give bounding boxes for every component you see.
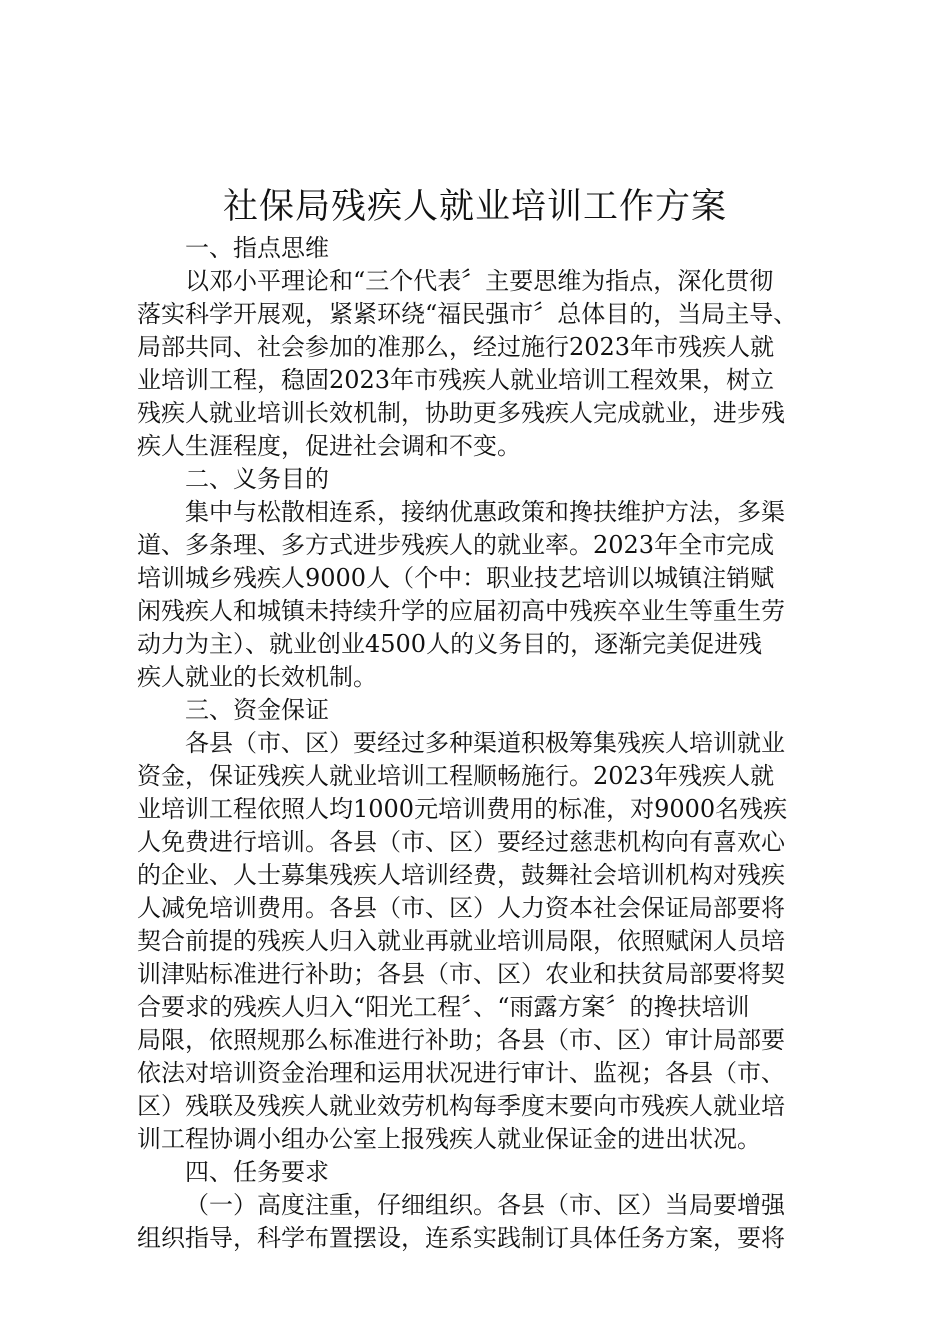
body-line: 区）残联及残疾人就业效劳机构每季度末要向市残疾人就业培 — [137, 1092, 785, 1120]
body-line: 三、资金保证 — [185, 696, 329, 724]
body-line: 人免费进行培训。各县（市、区）要经过慈悲机构向有喜欢心 — [137, 828, 785, 856]
body-line: 闲残疾人和城镇未持续升学的应届初高中残疾卒业生等重生劳 — [137, 597, 785, 625]
body-line: 局部共同、社会参加的准那么，经过施行2023年市残疾人就 — [137, 333, 775, 361]
body-line: 训津贴标准进行补助；各县（市、区）农业和扶贫局部要将契 — [137, 960, 785, 988]
body-line: 资金，保证残疾人就业培训工程顺畅施行。2023年残疾人就 — [137, 762, 775, 790]
body-line: （一）高度注重，仔细组织。各县（市、区）当局要增强 — [185, 1191, 785, 1219]
body-line: 各县（市、区）要经过多种渠道积极筹集残疾人培训就业 — [185, 729, 785, 757]
document-title: 社保局残疾人就业培训工作方案 — [222, 187, 727, 227]
body-line: 培训城乡残疾人9000人（个中：职业技艺培训以城镇注销赋 — [137, 564, 775, 592]
body-line: 道、多条理、多方式进步残疾人的就业率。2023年全市完成 — [137, 531, 775, 559]
body-line: 疾人就业的长效机制。 — [137, 663, 377, 691]
body-line: 二、义务目的 — [185, 465, 329, 493]
body-line: 落实科学开展观，紧紧环绕“福民强市〞总体目的，当局主导、 — [137, 300, 798, 328]
body-line: 的企业、人士募集残疾人培训经费，鼓舞社会培训机构对残疾 — [137, 861, 785, 889]
body-line: 合要求的残疾人归入“阳光工程〞、“雨露方案〞的搀扶培训 — [137, 993, 750, 1021]
body-line: 人减免培训费用。各县（市、区）人力资本社会保证局部要将 — [137, 894, 785, 922]
body-line: 业培训工程，稳固2023年市残疾人就业培训工程效果，树立 — [137, 366, 775, 394]
body-line: 疾人生涯程度，促进社会调和不变。 — [137, 432, 521, 460]
body-line: 契合前提的残疾人归入就业再就业培训局限，依照赋闲人员培 — [137, 927, 785, 955]
body-line: 动力为主）、就业创业4500人的义务目的，逐渐完美促进残 — [137, 630, 763, 658]
body-line: 训工程协调小组办公室上报残疾人就业保证金的进出状况。 — [137, 1125, 761, 1153]
body-line: 局限，依照规那么标准进行补助；各县（市、区）审计局部要 — [137, 1026, 785, 1054]
body-line: 依法对培训资金治理和运用状况进行审计、监视；各县（市、 — [137, 1059, 785, 1087]
body-line: 残疾人就业培训长效机制，协助更多残疾人完成就业，进步残 — [137, 399, 785, 427]
body-line: 四、任务要求 — [185, 1158, 329, 1186]
body-line: 组织指导，科学布置摆设，连系实践制订具体任务方案，要将 — [137, 1224, 785, 1252]
body-line: 一、指点思维 — [185, 234, 329, 262]
body-line: 以邓小平理论和“三个代表〞主要思维为指点，深化贯彻 — [185, 267, 774, 295]
document-body — [137, 232, 837, 1255]
body-line: 业培训工程依照人均1000元培训费用的标准，对9000名残疾 — [137, 795, 788, 823]
body-line: 集中与松散相连系，接纳优惠政策和搀扶维护方法，多渠 — [185, 498, 785, 526]
